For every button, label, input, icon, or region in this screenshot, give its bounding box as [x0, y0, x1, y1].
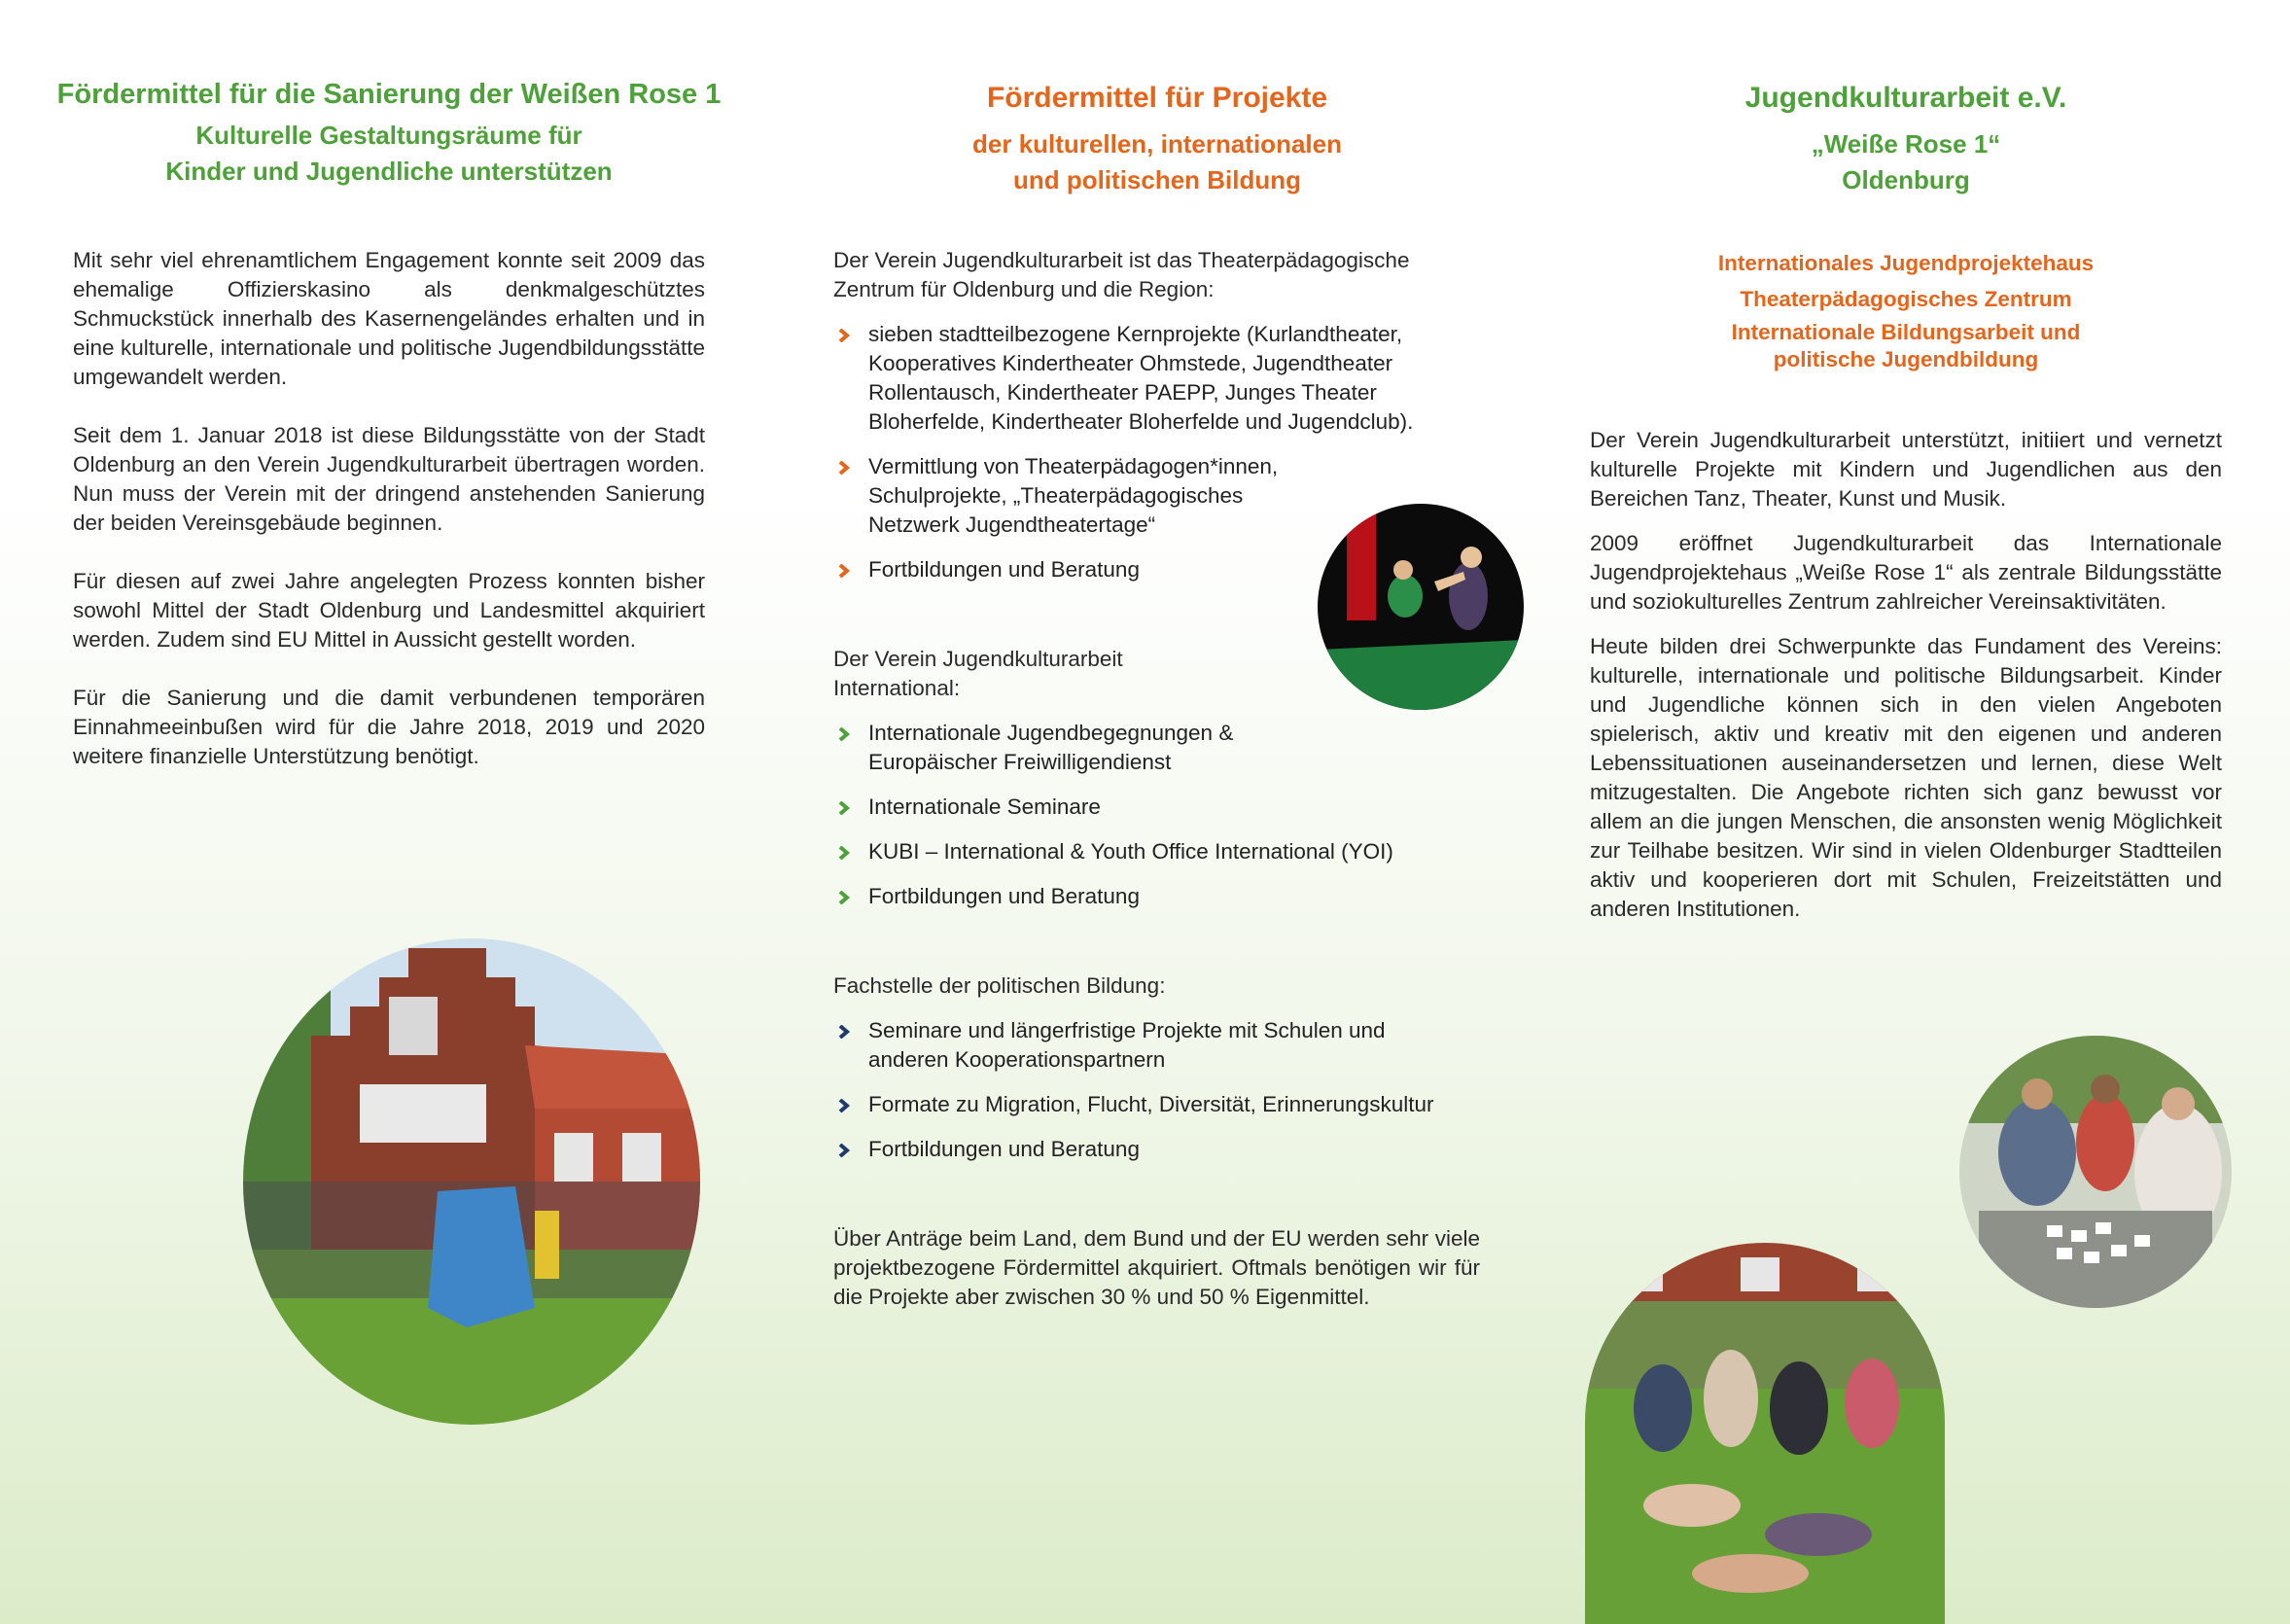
list-item: Fortbildungen und Beratung	[833, 882, 1485, 911]
subheading-renovation	[53, 118, 724, 190]
list-item: Fortbildungen und Beratung	[833, 555, 1485, 584]
renovation-text	[73, 246, 705, 771]
chevron-right-icon	[837, 1099, 851, 1112]
chevron-right-icon	[837, 461, 851, 475]
list-item: Internationale Seminare	[833, 793, 1485, 822]
paragraph: Mit sehr viel ehrenamtlichem Engagement konnte seit 2009 das ehemalige Offizierskasino als denkmalgeschütztes Schmuckstück innerhalb des Kasernengeländes erhalten und in eine kulturelle, internationale und politische Jugendbildungsstätte umgewandelt werden.	[73, 248, 705, 389]
list-item: Internationale Jugendbegegnungen & Europäischer Freiwilligendienst	[833, 719, 1316, 777]
subheading-line-2: und politischen Bildung	[1012, 164, 1302, 194]
paragraph: 2009 eröffnet Jugendkulturarbeit das Internationale Jugendprojektehaus „Weiße Rose 1“ als zentrale Bildungsstätte und soziokulturelles Zentrum zahlreicher Vereinsaktivitäten.	[1590, 531, 2222, 614]
list-item: Formate zu Migration, Flucht, Diversität, Erinnerungskultur	[833, 1090, 1485, 1119]
subheading-line-1: „Weiße Rose 1“	[1811, 129, 2001, 159]
list-item: sieben stadtteilbezogene Kernprojekte (Kurlandtheater, Kooperatives Kindertheater Ohmstede, Jugendtheater Rollentausch, Kindertheater PAEPP, Junges Theater Bloherfelde, Kindertheater Bloherfelde und Jugendclub).	[833, 320, 1452, 437]
subheading-line-2: Kinder und Jugendliche unterstützen	[165, 156, 613, 186]
list-item: Fortbildungen und Beratung	[833, 1135, 1485, 1164]
subheading-line-1: der kulturellen, internationalen	[972, 129, 1342, 159]
list-item: Seminare und längerfristige Projekte mit Schulen und anderen Kooperationspartnern	[833, 1016, 1452, 1075]
intro-paragraph: Der Verein Jugendkulturarbeit ist das Theaterpädagogische Zentrum für Oldenburg und die Region:	[833, 248, 1410, 301]
subheading-line-1: Kulturelle Gestaltungsräume für	[195, 121, 582, 150]
focus-line: Theaterpädagogisches Zentrum	[1740, 287, 2072, 311]
paragraph: Der Verein Jugendkulturarbeit unterstützt, initiiert und vernetzt kulturelle Projekte mit Kindern und Jugendlichen aus den Bereichen Tanz, Theater, Kunst und Musik.	[1590, 428, 2222, 511]
heading-renovation: Fördermittel für die Sanierung der Weißen Rose 1	[56, 79, 722, 110]
subheading-projects	[831, 126, 1483, 198]
list-item: Vermittlung von Theaterpädagogen*innen, Schulprojekte, „Theaterpädagogisches Netzwerk Jugendtheatertage“	[833, 452, 1316, 540]
heading-projects: Fördermittel für Projekte	[986, 82, 1328, 114]
subheading-line-2: Oldenburg	[1842, 164, 1970, 194]
international-list	[833, 719, 1485, 911]
heading-organization: Jugendkulturarbeit e.V.	[1744, 82, 2067, 114]
subheading-organization	[1590, 126, 2222, 198]
outdoor-dance-photo	[1585, 1243, 1945, 1624]
paragraph: Seit dem 1. Januar 2018 ist diese Bildungsstätte von der Stadt Oldenburg an den Verein Jugendkulturarbeit übertragen worden. Nun muss der Verein mit der dringend anstehenden Sanierung der beiden Vereinsgebäude beginnen.	[73, 423, 705, 535]
chevron-right-icon	[837, 891, 851, 904]
political-list	[833, 1016, 1485, 1164]
chevron-right-icon	[837, 846, 851, 860]
focus-line: Internationales Jugendprojektehaus	[1717, 251, 2095, 275]
list-item: KUBI – International & Youth Office International (YOI)	[833, 837, 1485, 866]
chevron-right-icon	[837, 727, 851, 741]
paragraph: Heute bilden drei Schwerpunkte das Fundament des Vereins: kulturelle, internationale und politische Bildungsarbeit. Kinder und Jugendliche können sich in den vielen Angeboten spielerisch, aktiv und kreativ mit den eigenen und anderen Lebenssituationen auseinandersetzen und lernen, diese Welt mitzugestalten. Die Angebote richten sich ganz bewusst vor allem an die jungen Menschen, die ansonsten wenig Möglichkeit zur Teilhabe besitzen. Wir sind in vielen Oldenburger Stadtteilen aktiv und kooperieren dort mit Schulen, Freizeitstätten und anderen Institutionen.	[1590, 634, 2222, 921]
intro-paragraph: Fachstelle der politischen Bildung:	[833, 973, 1166, 998]
chevron-right-icon	[837, 1144, 851, 1157]
chevron-right-icon	[837, 1025, 851, 1039]
chevron-right-icon	[837, 329, 851, 342]
projects-text	[833, 246, 1485, 1312]
paragraph: Für die Sanierung und die damit verbundenen temporären Einnahmeeinbußen wird für die Jahre 2018, 2019 und 2020 weitere finanzielle Unterstützung benötigt.	[73, 686, 705, 768]
intro-paragraph: Der Verein Jugendkulturarbeit International:	[833, 647, 1123, 700]
building-group-photo	[243, 938, 700, 1425]
organization-text	[1590, 426, 2222, 924]
organization-focus-list	[1590, 247, 2222, 374]
focus-line: Internationale Bildungsarbeit und	[1731, 320, 2081, 344]
chevron-right-icon	[837, 564, 851, 578]
workshop-group-photo	[1959, 1036, 2232, 1308]
closing-paragraph: Über Anträge beim Land, dem Bund und der EU werden sehr viele projektbezogene Fördermittel akquiriert. Oftmals benötigen wir für die Projekte aber zwischen 30 % und 50 % Eigenmittel.	[833, 1226, 1480, 1309]
theater-performance-photo	[1318, 504, 1524, 710]
focus-line: politische Jugendbildung	[1773, 347, 2039, 371]
paragraph: Für diesen auf zwei Jahre angelegten Prozess konnten bisher sowohl Mittel der Stadt Oldenburg und Landesmittel akquiriert werden. Zudem sind EU Mittel in Aussicht gestellt worden.	[73, 569, 705, 652]
chevron-right-icon	[837, 801, 851, 815]
